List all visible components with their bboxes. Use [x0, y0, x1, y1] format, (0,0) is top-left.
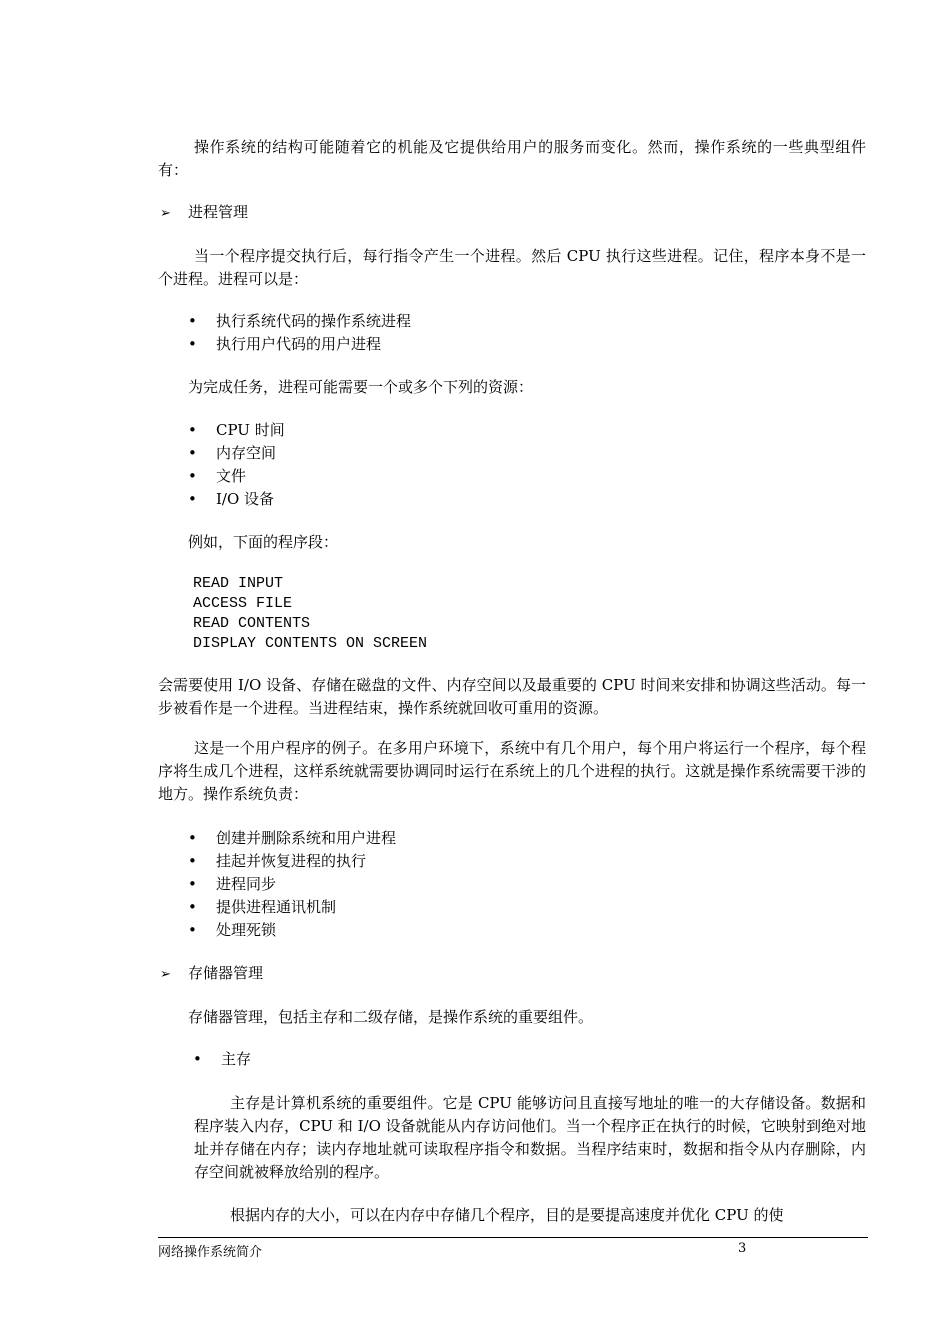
list-item: • 进程同步 — [188, 873, 788, 896]
bullet-icon: • — [188, 312, 197, 330]
list-item — [193, 1048, 793, 1071]
intro-paragraph: 操作系统的结构可能随着它的机能及它提供给用户的服务而变化。然而，操作系统的一些典型组件有： — [158, 138, 866, 179]
list-item: • 文件 — [188, 465, 788, 488]
list-item: • 执行系统代码的操作系统进程 — [188, 310, 788, 333]
list-item: • 内存空间 — [188, 442, 788, 465]
subsection-title: 主存 — [221, 1050, 252, 1068]
bullet-icon: • — [188, 335, 197, 353]
code-line: READ CONTENTS — [193, 615, 311, 632]
arrow-bullet-icon: ➢ — [160, 206, 171, 221]
example-intro-paragraph: 例如，下面的程序段： — [188, 533, 339, 551]
code-explanation-paragraph: 会需要使用 I/O 设备、存储在磁盘的文件、内存空间以及最重要的 CPU 时间来安排和协调这些活动。每一步被看作是一个进程。当进程结束，操作系统就回收可重用的资源。 — [158, 676, 866, 717]
bullet-icon: • — [188, 852, 197, 870]
code-line: ACCESS FILE — [193, 595, 293, 612]
process-types-list — [188, 310, 788, 356]
section-title: 存储器管理 — [188, 964, 264, 982]
user-program-paragraph: 这是一个用户程序的例子。在多用户环境下，系统中有几个用户，每个用户将运行一个程序，每个程序将生成几个进程，这样系统就需要协调同时运行在系统上的几个进程的执行。这就是操作系统需要干涉的地方。操作系统负责： — [158, 739, 866, 803]
main-memory-paragraph: 主存是计算机系统的重要组件。它是 CPU 能够访问且直接写地址的唯一的大存储设备。数据和程序装入内存，CPU 和 I/O 设备就能从内存访问他们。当一个程序正在执行的时候，它映射到绝对地址并存储在内存；读内存地址就可读取程序指令和数据。当程序结束时，数据和指令从内存删除，内存空间就被释放给别的程序。 — [194, 1094, 866, 1181]
list-item: • 创建并删除系统和用户进程 — [188, 827, 788, 850]
code-line: READ INPUT — [193, 575, 284, 592]
bullet-icon: • — [188, 829, 197, 847]
list-item: • 提供进程通讯机制 — [188, 896, 788, 919]
list-item: • 执行用户代码的用户进程 — [188, 333, 788, 356]
os-responsibilities-list — [188, 827, 788, 942]
memory-subsection-list — [193, 1048, 793, 1071]
footer-title: 网络操作系统简介 — [158, 1245, 263, 1260]
bullet-icon: • — [188, 898, 197, 916]
memory-intro-paragraph: 存储器管理，包括主存和二级存储，是操作系统的重要组件。 — [188, 1008, 594, 1026]
code-block — [193, 574, 427, 654]
list-item: • 挂起并恢复进程的执行 — [188, 850, 788, 873]
footer-divider — [158, 1237, 868, 1238]
section-title: 进程管理 — [188, 203, 249, 221]
section-heading-memory-management — [160, 962, 263, 986]
resources-intro-paragraph: 为完成任务，进程可能需要一个或多个下列的资源： — [188, 378, 534, 396]
bullet-icon: • — [188, 467, 197, 485]
process-intro-paragraph: 当一个程序提交执行后，每行指令产生一个进程。然后 CPU 执行这些进程。记住，程序本身不是一个进程。进程可以是： — [158, 247, 866, 288]
memory-size-paragraph: 根据内存的大小，可以在内存中存储几个程序，目的是要提高速度并优化 CPU 的使 — [230, 1206, 784, 1224]
bullet-icon: • — [188, 921, 197, 939]
bullet-icon: • — [193, 1050, 202, 1068]
bullet-icon: • — [188, 444, 197, 462]
code-line: DISPLAY CONTENTS ON SCREEN — [193, 635, 428, 652]
page-number: 3 — [738, 1241, 747, 1256]
resources-list — [188, 419, 788, 511]
bullet-icon: • — [188, 421, 197, 439]
bullet-icon: • — [188, 490, 197, 508]
arrow-bullet-icon: ➢ — [160, 967, 171, 982]
list-item: • I/O 设备 — [188, 488, 788, 511]
section-heading-process-management — [160, 201, 248, 225]
list-item: • 处理死锁 — [188, 919, 788, 942]
bullet-icon: • — [188, 875, 197, 893]
list-item: • CPU 时间 — [188, 419, 788, 442]
